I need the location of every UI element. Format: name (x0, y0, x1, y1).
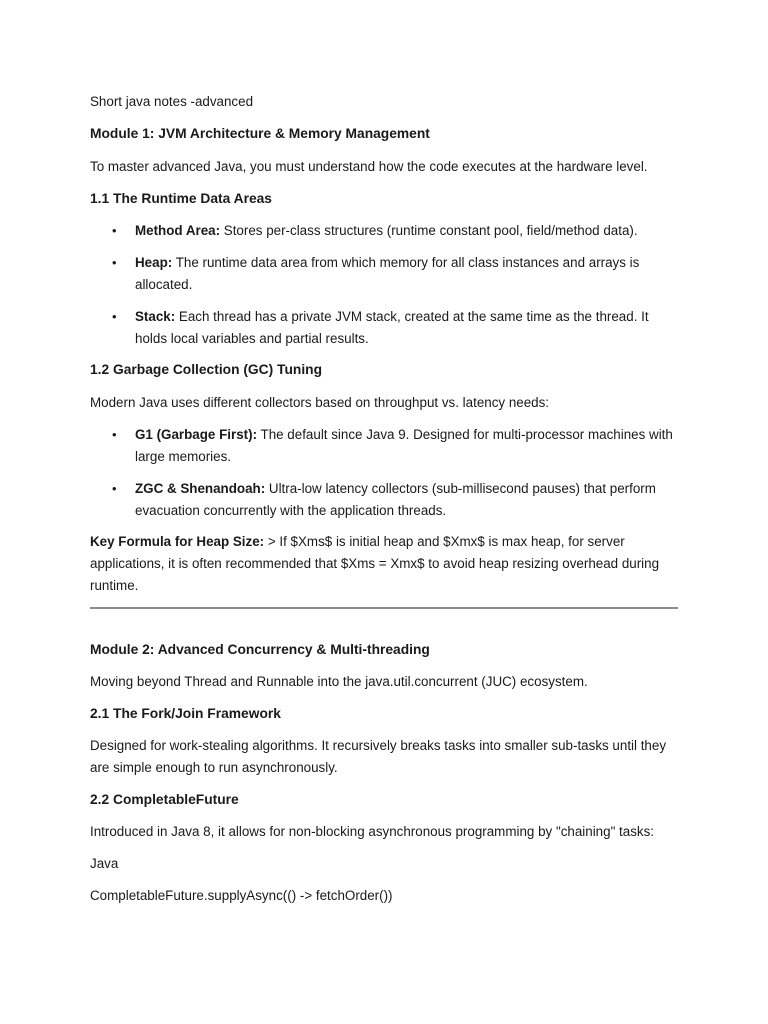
bullet-icon: • (112, 309, 117, 324)
section-1-2-intro: Modern Java uses different collectors based on throughput vs. latency needs: (90, 395, 550, 410)
module1-heading: Module 1: JVM Architecture & Memory Management (90, 126, 430, 141)
section-2-1-heading: 2.1 The Fork/Join Framework (90, 706, 281, 721)
list-item-desc: Ultra-low latency collectors (sub-millisecond pauses) that perform evacuation concurrently with the application threads. (135, 481, 656, 518)
list-item-desc: Each thread has a private JVM stack, created at the same time as the thread. It holds local variables and partial results. (135, 309, 649, 346)
list-item-term: Method Area: (135, 223, 221, 238)
key-formula-term: Key Formula for Heap Size: (90, 534, 265, 549)
section-2-1-body: Designed for work-stealing algorithms. It recursively breaks tasks into smaller sub-tasks until they are simple enough to run asynchronously. (90, 738, 667, 775)
section-1-2-heading: 1.2 Garbage Collection (GC) Tuning (90, 362, 323, 377)
bullet-icon: • (112, 255, 117, 270)
code-line: CompletableFuture.supplyAsync(() -> fetchOrder()) (90, 888, 393, 903)
horizontal-divider (90, 607, 678, 609)
list-item-term: ZGC & Shenandoah: (135, 481, 266, 496)
section-2-2-body: Introduced in Java 8, it allows for non-blocking asynchronous programming by "chaining" tasks: (90, 824, 655, 839)
list-item-desc: Stores per-class structures (runtime constant pool, field/method data). (220, 223, 638, 238)
module1-intro: To master advanced Java, you must understand how the code executes at the hardware level. (90, 159, 648, 174)
bullet-icon: • (112, 223, 117, 238)
section-1-1-heading: 1.1 The Runtime Data Areas (90, 191, 272, 206)
key-formula-paragraph (90, 531, 678, 597)
doc-title: Short java notes -advanced (90, 94, 254, 109)
code-language-label: Java (90, 856, 119, 871)
bullet-icon: • (112, 481, 117, 496)
module2-intro: Moving beyond Thread and Runnable into the java.util.concurrent (JUC) ecosystem. (90, 674, 588, 689)
list-item-desc: The default since Java 9. Designed for multi-processor machines with large memories. (135, 427, 673, 464)
key-formula-desc: > If $Xms$ is initial heap and $Xmx$ is max heap, for server applications, it is often recommended that $Xms = Xmx$ to avoid heap resizing overhead during runtime. (90, 534, 660, 593)
bullet-icon: • (112, 427, 117, 442)
list-item-term: Heap: (135, 255, 173, 270)
list-item-term: G1 (Garbage First): (135, 427, 258, 442)
section-2-2-heading: 2.2 CompletableFuture (90, 792, 239, 807)
list-item-desc: The runtime data area from which memory for all class instances and arrays is allocated. (135, 255, 640, 292)
module2-heading: Module 2: Advanced Concurrency & Multi-threading (90, 642, 430, 657)
list-item-term: Stack: (135, 309, 176, 324)
